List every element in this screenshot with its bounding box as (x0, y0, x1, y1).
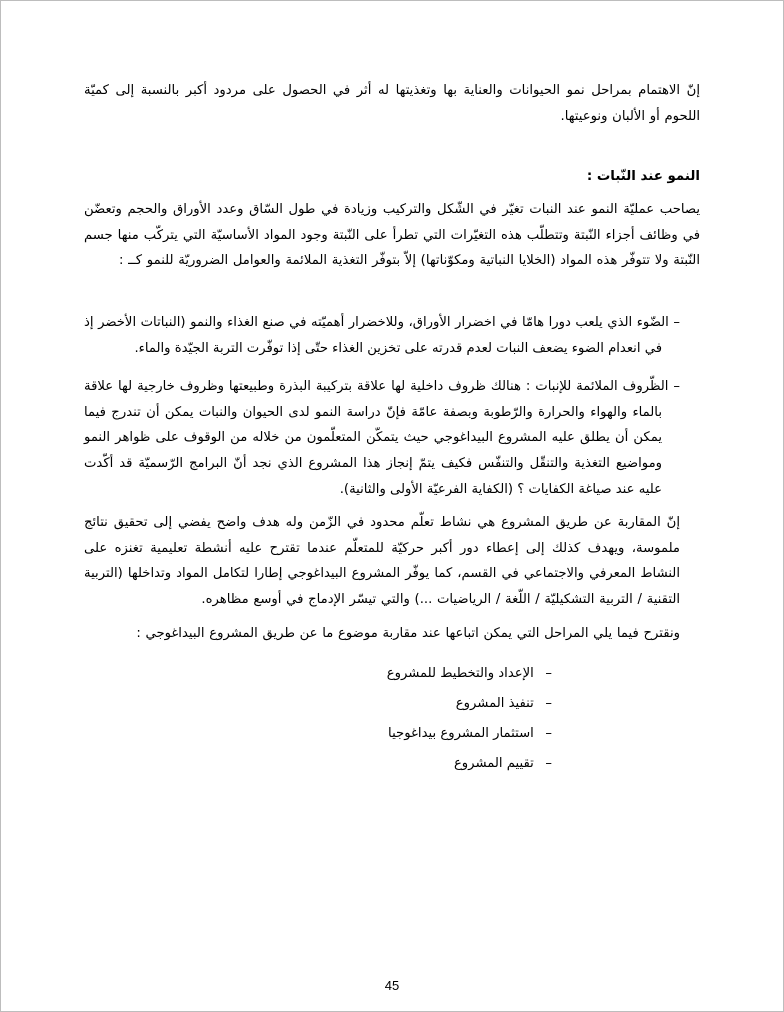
spacer (84, 274, 700, 310)
spacer (84, 361, 680, 374)
intro-paragraph: إنّ الاهتمام بمراحل نمو الحيوانات والعناية بها وتغذيتها له أثر في الحصول على مردود أكبر بالنسبة إلى كميّة اللحوم أو الألبان ونوعيتها. (84, 83, 700, 124)
list-item (84, 659, 700, 689)
condition-text: الظّروف الملائمة للإنبات : هنالك ظروف داخلية لها علاقة بتركيبة البذرة وطبيعتها وظروف خارجية لها علاقة بالماء والهواء والحرارة والرّطوبة وبصفة عامّة فإنّ دراسة النمو لدى الحيوان والنبات يمكن أن تندرج فيما يمكن أن يطلق عليه المشروع البيداغوجي حيث يتمكّن المتعلّمون من خلاله من الوقوف على ظواهر النمو ومواضيع التغذية والتنقّل والتنفّس فكيف يتمّ إنجاز هذا المشروع الذي نجد أنّ البرامج الرّسميّة قد أكّدت عليه عند صياغة الكفايات ؟ (الكفاية الفرعيّة الأولى والثانية). (84, 379, 669, 497)
step-marker: – (545, 726, 552, 742)
page-number: 45 (384, 978, 400, 993)
conditions-list (84, 310, 700, 646)
step-label: تقييم المشروع (453, 756, 534, 772)
section-heading: النمو عند النّبات : (586, 169, 700, 185)
step-marker: – (545, 666, 552, 682)
project-steps-list (84, 659, 700, 779)
condition-item (84, 374, 680, 502)
condition-item (84, 310, 680, 361)
spacer (84, 502, 680, 510)
list-item (84, 719, 700, 749)
page-content (84, 78, 700, 779)
step-label: استثمار المشروع بيداغوجيا (388, 726, 534, 742)
condition-marker: – (673, 314, 680, 330)
spacer (84, 129, 700, 165)
spacer (84, 189, 700, 197)
steps-intro-paragraph: ونقترح فيما يلي المراحل التي يمكن اتباعها عند مقاربة موضوع ما عن طريق المشروع البيداغوجي : (136, 625, 680, 641)
spacer (84, 613, 680, 621)
condition-text: الضّوء الذي يلعب دورا هامّا في اخضرار الأوراق، وللاخضرار أهميّته في صنع الغذاء والنمو (النباتات الأخضر إذ في انعدام الضوء يضعف النبات لعدم قدرته على تخزين الغذاء حتّى إذا توفّرت التربة الجيّدة والماء. (84, 314, 669, 356)
section-body-paragraph: يصاحب عمليّة النمو عند النبات تغيّر في الشّكل والتركيب وزيادة في طول السّاق وعدد الأوراق والحجم وتعضّن في وظائف أجزاء النّبتة وتتطلّب هذه التغيّرات التي تطرأ على النّبتة وجود المواد الأساسيّة التي يتركّب منها جسم النّبتة ولا تتوفّر هذه المواد (الخلايا النباتية ومكوّناتها) إلاّ بتوفّر التغذية الملائمة والعوامل الضروريّة للنمو كــ : (84, 202, 700, 269)
spacer (84, 646, 700, 659)
step-marker: – (545, 696, 552, 712)
step-label: تنفيذ المشروع (455, 696, 534, 712)
step-label: الإعداد والتخطيط للمشروع (386, 666, 534, 682)
project-paragraph: إنّ المقاربة عن طريق المشروع هي نشاط تعلّم محدود في الزّمن وله هدف واضح يفضي إلى تحقيق نتائج ملموسة، ويهدف كذلك إلى إعطاء دور أكبر حركيّة للمتعلّم عندما تقترح عليه أنشطة تعليمية تغنزه على النشاط المعرفي والاجتماعي في القسم، كما يوفّر المشروع البيداغوجي إطارا لتكامل المواد وتداخلها (التربية التقنية / التربية التشكيليّة / اللّغة / الرياضيات ...) والتي تيسّر الإدماج في أوسع مظاهره. (84, 515, 680, 607)
list-item (84, 689, 700, 719)
step-marker: – (545, 756, 552, 772)
condition-marker: – (673, 379, 680, 395)
list-item (84, 749, 700, 779)
